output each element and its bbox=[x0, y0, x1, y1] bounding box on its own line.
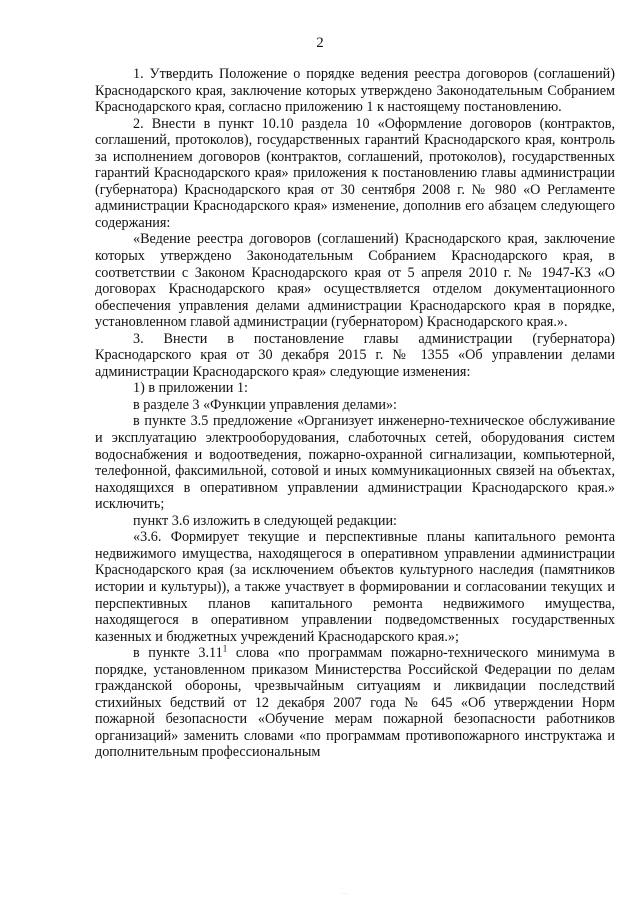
paragraph-section-3: в разделе 3 «Функции управления делами»: bbox=[133, 396, 397, 413]
paragraph-item-3-6-text: «3.6. Формирует текущие и перспективные планы капитального ремонта недвижимого имущества, находящегося в оперативном управлении администрации Краснодарского края (за исключением объектов культурного наследия (памятников истории и культуры)), а также участвует в формировании и согласовании текущих и перспективных планов капитального ремонта недвижимого имущества, находящегося в оперативном управлении подведомственных государственных казенных и бюджетных учреждений Краснодарского края.»; bbox=[95, 529, 615, 645]
item-3-11-superscript: 1 bbox=[222, 643, 228, 654]
paragraph-2-amend-reglament: 2. Внести в пункт 10.10 раздела 10 «Оформление договоров (контрактов, соглашений, протоколов), государственных гарантий Краснодарского края, контроль за исполнением договоров (контрактов, соглашений, протоколов), государственных гарантий Краснодарского края» приложения к постановлению главы администрации (губернатора) Краснодарского края от 30 сентября 2008 г. № 980 «О Регламенте администрации Краснодарского края» изменение, дополнив его абзацем следующего содержания: bbox=[95, 115, 615, 231]
paragraph-item-3-5: в пункте 3.5 предложение «Организует инженерно-техническое обслуживание и эксплуатацию электрооборудования, слаботочных сетей, оборудования систем водоснабжения и водоотведения, пожарно-охранной сигнализации, компьютерной, телефонной, факсимильной, сотовой и иных коммуникационных связей на объектах, находящихся в оперативном управлении администрации Краснодарского края.» исключить; bbox=[95, 413, 615, 513]
item-3-11-label: в пункте 3.11 bbox=[133, 645, 223, 662]
paragraph-1-approve-regulation: 1. Утвердить Положение о порядке ведения реестра договоров (соглашений) Краснодарского края, заключение которых утверждено Законодательным Собранием Краснодарского края, согласно приложению 1 к настоящему постановлению. bbox=[95, 66, 615, 116]
paragraph-item-3-11-1 bbox=[95, 645, 615, 761]
paragraph-quoted-registry-text: «Ведение реестра договоров (соглашений) Краснодарского края, заключение которых утверждено Законодательным Собранием Краснодарского края, в соответствии с Законом Краснодарского края от 5 апреля 2010 г. № 1947-КЗ «О договорах Краснодарского края» осуществляется отделом документационного обеспечения управления делами администрации Краснодарского края в порядке, установленном главой администрации (губернатором) Краснодарского края.». bbox=[95, 231, 615, 331]
paragraph-3-amend-decree: 3. Внести в постановление главы администрации (губернатора) Краснодарского края от 30 декабря 2015 г. № 1355 «Об управлении делами администрации Краснодарского края» следующие изменения: bbox=[95, 330, 615, 380]
document-body bbox=[95, 66, 615, 761]
paragraph-item-3-6-intro: пункт 3.6 изложить в следующей редакции: bbox=[133, 512, 397, 529]
item-3-11-text: слова «по программам пожарно-технического минимума в порядке, установленном приказом Министерства Российской Федерации по делам гражданской обороны, чрезвычайным ситуациям и ликвидации последствий стихийных бедствий от 12 декабря 2007 года № 645 «Об утверждении Норм пожарной безопасности «Обучение мерам пожарной безопасности работников организаций» заменить словами «по программам противопожарного инструктажа и дополнительным профессиональным bbox=[95, 645, 615, 761]
scan-artifact-mark: ˙˙˙ bbox=[341, 893, 350, 899]
page-number: 2 bbox=[316, 35, 324, 51]
paragraph-appendix-1: 1) в приложении 1: bbox=[133, 380, 248, 397]
